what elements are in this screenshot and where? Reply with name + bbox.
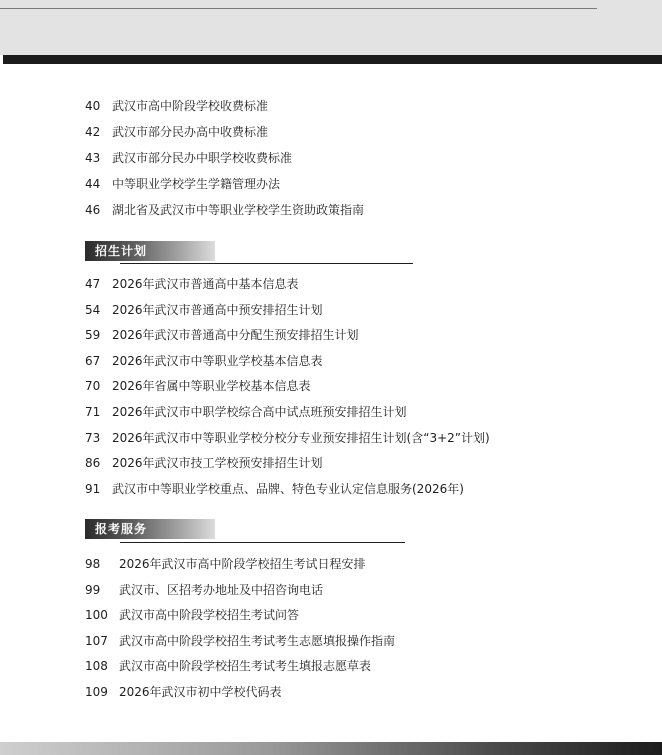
page-number: 43 (85, 151, 101, 165)
entry-title: 2026年武汉市普通高中预安排招生计划 (112, 303, 323, 317)
toc-entry[interactable] (85, 174, 280, 194)
toc-entry[interactable] (85, 148, 292, 168)
toc-entry[interactable] (85, 351, 323, 371)
entry-title: 武汉市高中阶段学校招生考试问答 (119, 608, 300, 622)
toc-entry[interactable] (85, 96, 268, 116)
header-bar (3, 55, 662, 64)
page-number: 107 (85, 634, 108, 648)
section-heading-services (85, 519, 215, 539)
toc-entry[interactable] (85, 402, 407, 422)
page-number: 47 (85, 277, 101, 291)
entry-title: 武汉市高中阶段学校招生考试考生填报志愿草表 (119, 659, 372, 673)
page-number: 98 (85, 557, 101, 571)
entry-title: 武汉市部分民办高中收费标准 (112, 125, 269, 139)
entry-title: 武汉市部分民办中职学校收费标准 (112, 151, 293, 165)
entry-title: 武汉市中等职业学校重点、品牌、特色专业认定信息服务(2026年) (112, 482, 464, 496)
section-heading-recruitment (85, 241, 215, 261)
page-number: 71 (85, 405, 101, 419)
entry-title: 2026年武汉市普通高中分配生预安排招生计划 (112, 328, 359, 342)
toc-entry[interactable] (85, 428, 490, 448)
entry-title: 2026年武汉市中等职业学校分校分专业预安排招生计划(含“3+2”计划) (112, 431, 490, 445)
entry-title: 2026年武汉市初中学校代码表 (119, 685, 282, 699)
toc-entry[interactable] (85, 479, 464, 499)
page-number: 46 (85, 203, 101, 217)
toc-entry[interactable] (85, 656, 371, 676)
entry-title: 中等职业学校学生学籍管理办法 (112, 177, 281, 191)
page-number: 100 (85, 608, 108, 622)
section-heading-label: 招生计划 (95, 244, 148, 258)
entry-title: 武汉市高中阶段学校收费标准 (112, 99, 269, 113)
page-number: 109 (85, 685, 108, 699)
toc-entry[interactable] (85, 682, 282, 702)
section-heading-label: 报考服务 (95, 522, 148, 536)
entry-title: 武汉市、区招考办地址及中招咨询电话 (119, 583, 324, 597)
page-number: 86 (85, 456, 101, 470)
toc-entry[interactable] (85, 274, 299, 294)
entry-title: 2026年省属中等职业学校基本信息表 (112, 379, 311, 393)
toc-entry[interactable] (85, 554, 366, 574)
page-number: 91 (85, 482, 101, 496)
toc-entry[interactable] (85, 376, 311, 396)
toc-entry[interactable] (85, 580, 323, 600)
page-number: 54 (85, 303, 101, 317)
toc-entry[interactable] (85, 200, 364, 220)
page-number: 44 (85, 177, 101, 191)
toc-entry[interactable] (85, 325, 359, 345)
entry-title: 2026年武汉市普通高中基本信息表 (112, 277, 299, 291)
entry-title: 武汉市高中阶段学校招生考试考生志愿填报操作指南 (119, 634, 396, 648)
page-number: 108 (85, 659, 108, 673)
page-number: 42 (85, 125, 101, 139)
footer-bar (0, 742, 662, 755)
page-number: 59 (85, 328, 101, 342)
toc-entry[interactable] (85, 605, 299, 625)
section-rule (120, 263, 413, 264)
entry-title: 2026年武汉市技工学校预安排招生计划 (112, 456, 323, 470)
entry-title: 湖北省及武汉市中等职业学校学生资助政策指南 (112, 203, 365, 217)
page-number: 40 (85, 99, 101, 113)
entry-title: 2026年武汉市中等职业学校基本信息表 (112, 354, 323, 368)
entry-title: 2026年武汉市高中阶段学校招生考试日程安排 (119, 557, 366, 571)
toc-entry[interactable] (85, 453, 323, 473)
page-number: 99 (85, 583, 101, 597)
page-number: 73 (85, 431, 101, 445)
toc-entry[interactable] (85, 300, 323, 320)
toc-entry[interactable] (85, 631, 395, 651)
page-number: 67 (85, 354, 101, 368)
page-number: 70 (85, 379, 101, 393)
toc-entry[interactable] (85, 122, 268, 142)
header-line (0, 8, 597, 9)
entry-title: 2026年武汉市中职学校综合高中试点班预安排招生计划 (112, 405, 407, 419)
section-rule (120, 542, 405, 543)
